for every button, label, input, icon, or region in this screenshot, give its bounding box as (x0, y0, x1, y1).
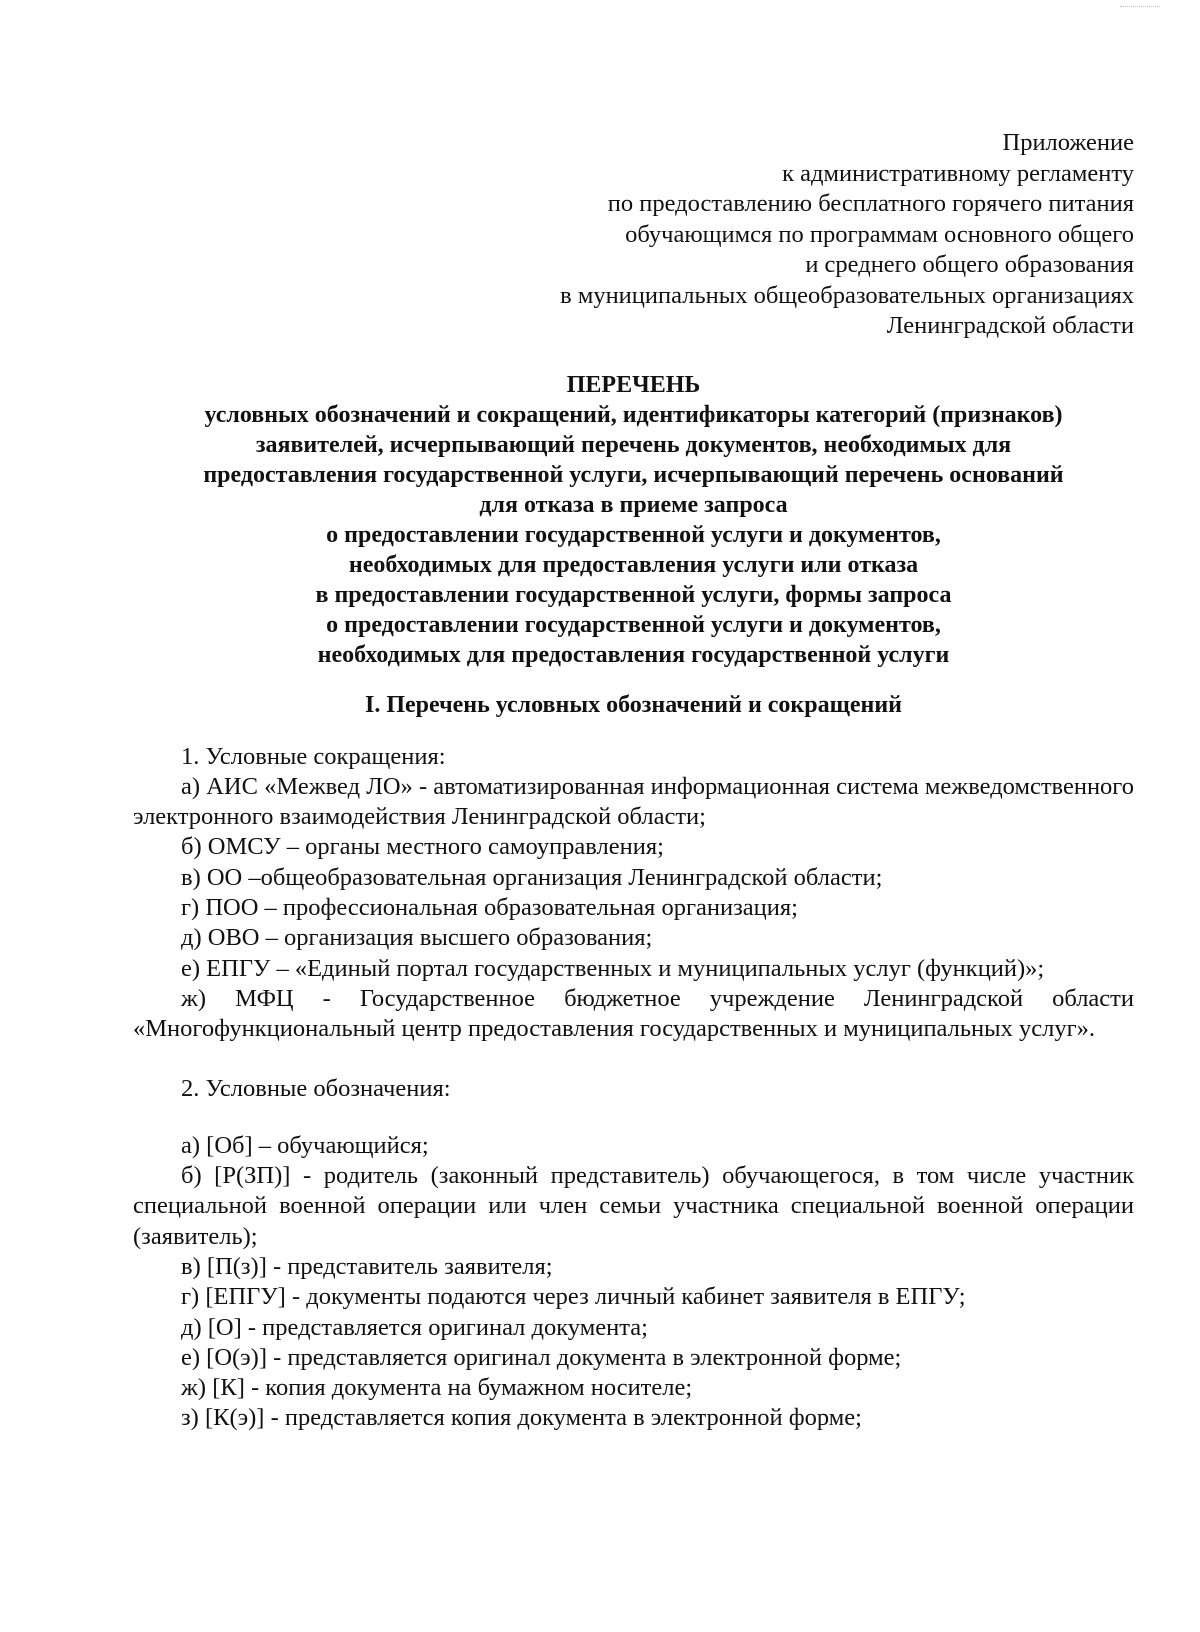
paragraph-gap (133, 1105, 1134, 1131)
designation-item: б) [Р(ЗП)] - родитель (законный представитель) обучающегося, в том числе участник специальной военной операции или член семьи участника специальной военной операции (заявитель); (133, 1162, 1134, 1250)
title-line: в предоставлении государственной услуги, формы запроса (315, 581, 952, 608)
designation-item: в) [П(з)] - представитель заявителя; (181, 1252, 553, 1280)
scan-artifact (1120, 6, 1160, 11)
annex-line: к административному регламенту (782, 159, 1134, 187)
designation-item: е) [О(э)] - представляется оригинал документа в электронной форме; (181, 1343, 902, 1371)
title-line: предоставления государственной услуги, исчерпывающий перечень оснований (203, 461, 1064, 488)
designation-item: д) [О] - представляется оригинал документа; (181, 1313, 648, 1341)
abbreviation-item: ж) МФЦ - Государственное бюджетное учреждение Ленинградской области «Многофункциональный центр предоставления государственных и муниципальных услуг». (133, 984, 1134, 1043)
section-title: I. Перечень условных обозначений и сокращений (365, 691, 902, 718)
abbreviations-heading: 1. Условные сокращения: (181, 742, 446, 770)
title-heading: ПЕРЕЧЕНЬ (566, 371, 701, 398)
annex-line: обучающимся по программам основного общего (625, 220, 1134, 248)
title-line: для отказа в приеме запроса (479, 491, 788, 518)
abbreviation-item: б) ОМСУ – органы местного самоуправления; (181, 833, 664, 861)
abbreviation-item: а) АИС «Межвед ЛО» - автоматизированная информационная система межведомственного электронного взаимодействия Ленинградской области; (133, 772, 1134, 831)
annex-line: в муниципальных общеобразовательных организациях (560, 281, 1134, 309)
annex-header (133, 128, 1134, 342)
designation-item: а) [Об] – обучающийся; (181, 1131, 429, 1159)
title-line: необходимых для предоставления услуги или отказа (348, 551, 919, 578)
annex-line: Приложение (1002, 129, 1134, 156)
designation-item: г) [ЕПГУ] - документы подаются через личный кабинет заявителя в ЕПГУ; (181, 1283, 966, 1311)
title-line: о предоставлении государственной услуги и документов, (326, 611, 941, 638)
document-body (133, 742, 1134, 1434)
title-line: заявителей, исчерпывающий перечень документов, необходимых для (255, 431, 1012, 458)
title-line: необходимых для предоставления государственной услуги (317, 641, 950, 668)
designation-item: з) [К(э)] - представляется копия документа в электронной форме; (181, 1404, 862, 1432)
annex-line: Ленинградской области (886, 312, 1134, 339)
abbreviation-item: в) ОО –общеобразовательная организация Ленинградской области; (181, 863, 883, 891)
designation-item: ж) [К] - копия документа на бумажном носителе; (181, 1374, 693, 1402)
designations-heading: 2. Условные обозначения: (181, 1075, 451, 1103)
abbreviation-item: е) ЕПГУ – «Единый портал государственных и муниципальных услуг (функций)»; (181, 954, 1045, 982)
annex-line: и среднего общего образования (805, 251, 1134, 278)
abbreviation-item: г) ПОО – профессиональная образовательная организация; (181, 893, 798, 921)
annex-line: по предоставлению бесплатного горячего питания (607, 190, 1134, 217)
title-line: условных обозначений и сокращений, идентификаторы категорий (признаков) (204, 401, 1063, 428)
abbreviation-item: д) ОВО – организация высшего образования; (181, 924, 653, 952)
document-title (133, 370, 1134, 670)
paragraph-gap (133, 1044, 1134, 1074)
title-line: о предоставлении государственной услуги и документов, (326, 521, 941, 548)
